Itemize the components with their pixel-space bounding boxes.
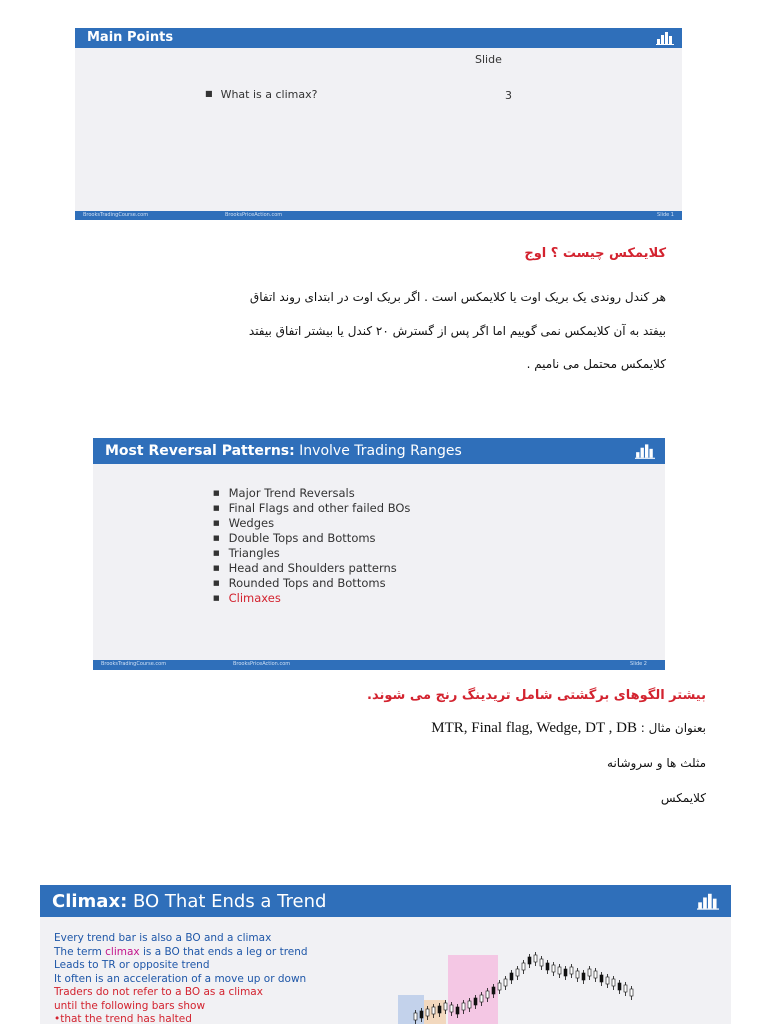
candle-body <box>474 998 477 1005</box>
highlight-box-pink <box>448 955 498 1024</box>
candle-body <box>486 991 489 998</box>
candle-body <box>498 983 501 990</box>
text-line: Leads to TR or opposite trend <box>54 959 210 971</box>
section2-heading: بیشتر الگوهای برگشتی شامل تریدینگ رنج می شوند. <box>367 688 706 703</box>
candle-body <box>462 1003 465 1010</box>
text-line: Every trend bar is also a BO and a climax <box>54 932 272 944</box>
footer-mid: BrooksPriceAction.com <box>233 661 291 667</box>
climax-term: climax <box>105 945 140 958</box>
bullet-icon: ■ <box>213 549 220 557</box>
column-header: Slide <box>475 53 502 66</box>
building-logo-icon <box>635 442 655 459</box>
building-logo-icon <box>697 891 719 910</box>
candle-body <box>618 983 621 990</box>
candle-body <box>414 1013 417 1020</box>
candle-body <box>588 969 591 976</box>
slide-title: Climax: BO That Ends a Trend <box>52 891 327 912</box>
bullet-icon: • <box>54 1013 61 1024</box>
candle-body <box>570 967 573 974</box>
slide-footer <box>75 211 682 220</box>
candle-body <box>510 973 513 980</box>
section2-line-3: کلایمکس <box>660 791 706 805</box>
slide-title: Main Points <box>87 30 174 45</box>
list-item: ■ Major Trend Reversals <box>213 486 355 500</box>
example-prefix: بعنوان مثال : <box>640 721 706 735</box>
candle-body <box>420 1011 423 1018</box>
text-line: The term climax is a BO that ends a leg or trend <box>54 945 308 958</box>
text-line: It often is an acceleration of a move up or down <box>54 972 307 985</box>
section2-line-2: مثلث ها و سروشانه <box>607 756 706 770</box>
candle-body <box>624 985 627 992</box>
candle-body <box>582 973 585 980</box>
candle-body <box>612 979 615 986</box>
text-line: until the following bars show <box>54 999 206 1012</box>
list-item: ■ Head and Shoulders patterns <box>213 561 397 575</box>
section1-line-2: بیفتد به آن کلایمکس نمی گوییم اما اگر پس از گسترش ۲۰ کندل یا بیشتر اتفاق بیفتد <box>248 324 666 338</box>
reversal-pattern-list <box>213 486 410 606</box>
candle-body <box>456 1007 459 1014</box>
slide-header <box>75 28 682 48</box>
highlight-box-blue <box>398 995 424 1024</box>
bullet-icon: ■ <box>213 579 220 587</box>
footer-right: Slide 2 <box>630 661 647 667</box>
slide-header <box>40 885 731 917</box>
bullet-icon: ■ <box>213 564 220 572</box>
text-line: Traders do not refer to a BO as a climax <box>54 986 263 998</box>
footer-right: Slide 1 <box>657 212 674 218</box>
slide-main-points <box>75 28 682 220</box>
candle-body <box>630 989 633 996</box>
candle-body <box>594 971 597 978</box>
candle-body <box>438 1006 441 1013</box>
slide-title: Most Reversal Patterns: Involve Trading Ranges <box>105 443 462 459</box>
list-item: ■ Triangles <box>213 546 280 560</box>
list-item: ■ Final Flags and other failed BOs <box>213 501 411 515</box>
section2-example-line <box>431 720 706 737</box>
list-item: ■ Double Tops and Bottoms <box>213 531 376 545</box>
candle-body <box>504 979 507 986</box>
slide-climax <box>40 885 731 1024</box>
list-item: ■ Wedges <box>213 516 275 530</box>
candle-body <box>432 1007 435 1014</box>
candle-body <box>450 1005 453 1012</box>
list-item-highlighted: ■ Climaxes <box>213 591 281 605</box>
list-item: ■ Rounded Tops and Bottoms <box>213 576 386 590</box>
climax-text-lines <box>54 932 308 1024</box>
candle-body <box>468 1001 471 1008</box>
slide-footer <box>93 660 665 670</box>
candle-body <box>558 967 561 974</box>
candle-body <box>492 987 495 994</box>
candle-body <box>522 963 525 970</box>
candle-body <box>576 971 579 978</box>
candle-body <box>564 969 567 976</box>
candle-body <box>600 975 603 982</box>
bullet-icon: ■ <box>205 89 213 98</box>
text-line: •that the trend has halted <box>54 1013 192 1024</box>
list-item: ■ What is a climax? <box>205 88 318 101</box>
bullet-icon: ■ <box>213 534 220 542</box>
candle-body <box>540 959 543 966</box>
candle-body <box>606 977 609 984</box>
section1-heading: کلایمکس چیست ؟ اوج <box>524 246 666 261</box>
bullet-icon: ■ <box>213 519 220 527</box>
candle-body <box>444 1003 447 1010</box>
candle-body <box>534 955 537 962</box>
footer-left: BrooksTradingCourse.com <box>101 661 167 667</box>
candle-body <box>552 965 555 972</box>
candlestick-chart-illustration <box>370 945 670 1024</box>
footer-left: BrooksTradingCourse.com <box>83 212 149 218</box>
slide-header <box>93 438 665 464</box>
candle-body <box>426 1009 429 1016</box>
candle-group <box>414 952 633 1024</box>
section1-line-3: کلایمکس محتمل می نامیم . <box>526 357 666 371</box>
candle-body <box>546 963 549 970</box>
slide-number: 3 <box>505 89 512 102</box>
candle-body <box>480 995 483 1002</box>
footer-mid: BrooksPriceAction.com <box>225 212 283 218</box>
section1-line-1: هر کندل روندی یک بریک اوت یا کلایمکس است . اگر بریک اوت در ابتدای روند اتفاق <box>249 290 666 304</box>
bullet-icon: ■ <box>213 489 220 497</box>
example-latin: MTR, Final flag, Wedge, DT , DB <box>431 720 637 736</box>
bullet-icon: ■ <box>213 594 220 602</box>
candle-body <box>528 957 531 964</box>
building-logo-icon <box>656 30 674 45</box>
bullet-icon: ■ <box>213 504 220 512</box>
slide-reversal-patterns <box>93 438 665 670</box>
candle-body <box>516 969 519 976</box>
